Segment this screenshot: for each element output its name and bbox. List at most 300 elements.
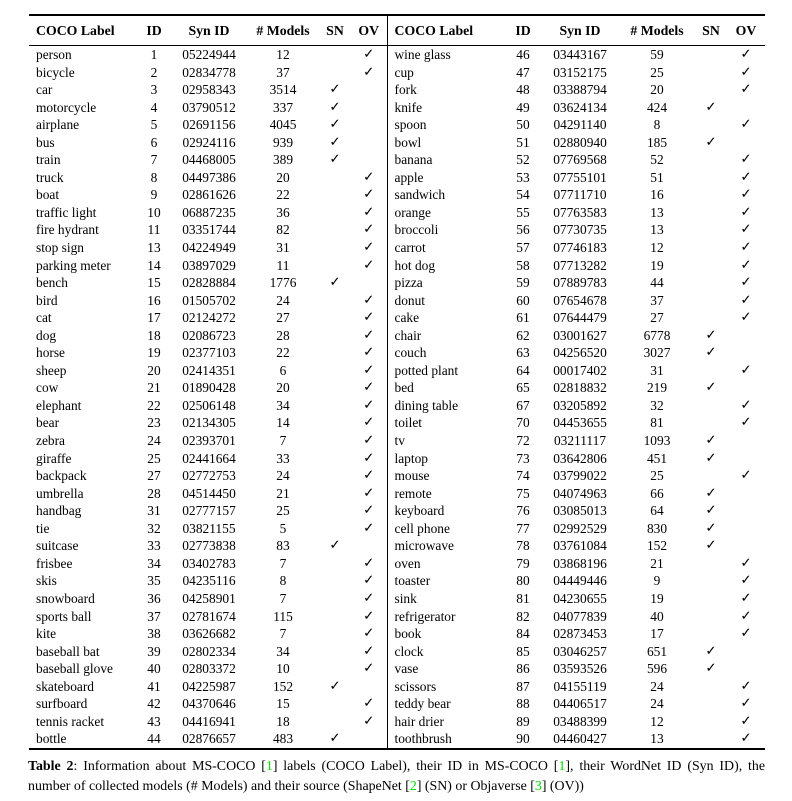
cell-label: hair drier bbox=[387, 713, 505, 731]
citation-link[interactable]: 3 bbox=[534, 779, 542, 795]
cell-syn-id: 04514450 bbox=[182, 485, 236, 501]
cell-ov-check bbox=[351, 99, 387, 117]
cell-models: 596 bbox=[646, 661, 668, 677]
cell-id: 85 bbox=[516, 643, 530, 659]
cell-label: bottle bbox=[36, 731, 67, 747]
cell-syn-id: 03626682 bbox=[182, 626, 236, 642]
cell-models: 21 bbox=[276, 485, 290, 501]
cell-sn-check bbox=[695, 678, 727, 696]
cell-id: 74 bbox=[516, 468, 530, 484]
cell-ov-check: ✓ bbox=[363, 608, 375, 624]
cell-id: 24 bbox=[147, 433, 161, 449]
cell-models: 939 bbox=[272, 134, 294, 150]
cell-ov-check: ✓ bbox=[740, 362, 752, 378]
col-header-sn: SN bbox=[695, 15, 727, 46]
cell-label: potted plant bbox=[387, 362, 505, 380]
cell-sn-check: ✓ bbox=[329, 731, 341, 747]
cell-ov-check: ✓ bbox=[740, 713, 752, 729]
cell-models: 44 bbox=[650, 275, 664, 291]
cell-models: 37 bbox=[276, 64, 290, 80]
cell-ov-check: ✓ bbox=[363, 240, 375, 256]
table-row bbox=[29, 81, 765, 99]
cell-models: 24 bbox=[276, 292, 290, 308]
cell-syn-id: 03211117 bbox=[553, 433, 607, 449]
cell-models: 83 bbox=[276, 538, 290, 554]
cell-label: toothbrush bbox=[387, 730, 505, 749]
table-row bbox=[29, 572, 765, 590]
cell-ov-check: ✓ bbox=[740, 257, 752, 273]
cell-syn-id: 01890428 bbox=[182, 380, 236, 396]
table-row bbox=[29, 204, 765, 222]
cell-syn-id: 07654678 bbox=[553, 292, 607, 308]
cell-models: 25 bbox=[650, 64, 664, 80]
cell-sn-check bbox=[695, 730, 727, 749]
cell-models: 152 bbox=[272, 678, 294, 694]
cell-id: 55 bbox=[516, 204, 530, 220]
table-row bbox=[29, 502, 765, 520]
table-body bbox=[29, 46, 765, 749]
cell-ov-check bbox=[727, 643, 765, 661]
cell-syn-id: 03402783 bbox=[182, 555, 236, 571]
cell-id: 73 bbox=[516, 450, 530, 466]
cell-ov-check bbox=[351, 537, 387, 555]
cell-id: 16 bbox=[147, 292, 161, 308]
cell-label: couch bbox=[387, 344, 505, 362]
cell-label: bus bbox=[36, 134, 55, 150]
cell-id: 59 bbox=[516, 275, 530, 291]
cell-id: 38 bbox=[147, 626, 161, 642]
cell-label: baseball glove bbox=[36, 661, 113, 677]
cell-sn-check: ✓ bbox=[705, 661, 717, 677]
cell-syn-id: 02802334 bbox=[182, 643, 236, 659]
cell-id: 37 bbox=[147, 608, 161, 624]
cell-ov-check bbox=[727, 520, 765, 538]
cell-ov-check: ✓ bbox=[363, 204, 375, 220]
cell-ov-check: ✓ bbox=[740, 204, 752, 220]
col-header-ov: OV bbox=[351, 15, 387, 46]
cell-label: handbag bbox=[36, 503, 82, 519]
cell-models: 18 bbox=[276, 713, 290, 729]
cell-models: 52 bbox=[650, 152, 664, 168]
cell-syn-id: 03085013 bbox=[553, 503, 607, 519]
cell-ov-check: ✓ bbox=[740, 590, 752, 606]
cell-models: 7 bbox=[279, 433, 287, 449]
cell-syn-id: 04225987 bbox=[182, 678, 236, 694]
cell-sn-check bbox=[319, 643, 351, 661]
cell-label: knife bbox=[387, 99, 505, 117]
cell-ov-check: ✓ bbox=[363, 187, 375, 203]
cell-label: bowl bbox=[387, 134, 505, 152]
cell-label: apple bbox=[387, 169, 505, 187]
cell-sn-check bbox=[695, 397, 727, 415]
cell-ov-check bbox=[727, 134, 765, 152]
cell-sn-check bbox=[695, 309, 727, 327]
cell-syn-id: 07644479 bbox=[553, 310, 607, 326]
cell-ov-check bbox=[351, 274, 387, 292]
cell-models: 31 bbox=[650, 362, 664, 378]
cell-id: 41 bbox=[147, 678, 161, 694]
cell-sn-check bbox=[695, 116, 727, 134]
cell-label: bicycle bbox=[36, 64, 75, 80]
table-row bbox=[29, 151, 765, 169]
cell-models: 185 bbox=[646, 134, 668, 150]
col-header-syn-id: Syn ID bbox=[171, 15, 247, 46]
cell-id: 3 bbox=[150, 82, 158, 98]
cell-id: 75 bbox=[516, 485, 530, 501]
cell-id: 84 bbox=[516, 626, 530, 642]
cell-syn-id: 04224949 bbox=[182, 240, 236, 256]
cell-syn-id: 05224944 bbox=[182, 47, 236, 62]
cell-sn-check: ✓ bbox=[329, 152, 341, 168]
cell-label: snowboard bbox=[36, 590, 95, 606]
cell-ov-check: ✓ bbox=[740, 468, 752, 484]
cell-sn-check bbox=[319, 467, 351, 485]
cell-models: 24 bbox=[276, 468, 290, 484]
cell-syn-id: 02691156 bbox=[182, 117, 236, 133]
cell-syn-id: 02414351 bbox=[182, 362, 236, 378]
cell-sn-check bbox=[319, 309, 351, 327]
cell-id: 42 bbox=[147, 696, 161, 712]
cell-syn-id: 02834778 bbox=[182, 64, 236, 80]
cell-models: 8 bbox=[653, 117, 661, 133]
cell-models: 6 bbox=[279, 362, 287, 378]
cell-ov-check: ✓ bbox=[363, 415, 375, 431]
cell-label: baseball bat bbox=[36, 643, 100, 659]
cell-label: clock bbox=[387, 643, 505, 661]
cell-label: frisbee bbox=[36, 555, 73, 571]
citation-link[interactable]: 2 bbox=[409, 779, 417, 795]
cell-sn-check bbox=[319, 432, 351, 450]
cell-syn-id: 07769568 bbox=[553, 152, 607, 168]
cell-syn-id: 03046257 bbox=[553, 643, 607, 659]
col-header-syn-id: Syn ID bbox=[541, 15, 619, 46]
cell-sn-check: ✓ bbox=[329, 99, 341, 115]
cell-sn-check bbox=[695, 186, 727, 204]
cell-models: 483 bbox=[272, 731, 294, 747]
cell-sn-check bbox=[319, 590, 351, 608]
cell-label: umbrella bbox=[36, 485, 84, 501]
cell-id: 54 bbox=[516, 187, 530, 203]
cell-sn-check: ✓ bbox=[705, 643, 717, 659]
cell-ov-check: ✓ bbox=[363, 643, 375, 659]
cell-models: 12 bbox=[650, 240, 664, 256]
cell-ov-check: ✓ bbox=[363, 222, 375, 238]
cell-id: 19 bbox=[147, 345, 161, 361]
cell-models: 5 bbox=[279, 520, 287, 536]
cell-label: hot dog bbox=[387, 257, 505, 275]
cell-id: 22 bbox=[147, 397, 161, 413]
cell-id: 4 bbox=[150, 99, 158, 115]
cell-id: 2 bbox=[150, 64, 158, 80]
cell-syn-id: 02803372 bbox=[182, 661, 236, 677]
cell-syn-id: 04077839 bbox=[553, 608, 607, 624]
cell-id: 61 bbox=[516, 310, 530, 326]
cell-syn-id: 03443167 bbox=[553, 47, 607, 62]
cell-id: 6 bbox=[150, 134, 158, 150]
cell-sn-check bbox=[319, 608, 351, 626]
cell-label: truck bbox=[36, 169, 64, 185]
cell-sn-check: ✓ bbox=[705, 450, 717, 466]
cell-id: 1 bbox=[150, 47, 158, 62]
cell-ov-check: ✓ bbox=[363, 310, 375, 326]
cell-label: car bbox=[36, 82, 53, 98]
cell-models: 34 bbox=[276, 643, 290, 659]
cell-syn-id: 02924116 bbox=[182, 134, 236, 150]
table-row bbox=[29, 274, 765, 292]
cell-id: 25 bbox=[147, 450, 161, 466]
cell-models: 1093 bbox=[643, 433, 671, 449]
table-row bbox=[29, 134, 765, 152]
cell-label: backpack bbox=[36, 468, 87, 484]
cell-id: 53 bbox=[516, 169, 530, 185]
cell-models: 51 bbox=[650, 169, 664, 185]
table-row bbox=[29, 660, 765, 678]
cell-sn-check bbox=[319, 485, 351, 503]
cell-id: 34 bbox=[147, 555, 161, 571]
cell-syn-id: 07763583 bbox=[553, 204, 607, 220]
cell-label: microwave bbox=[387, 537, 505, 555]
col-header-models: # Models bbox=[619, 15, 695, 46]
cell-id: 89 bbox=[516, 713, 530, 729]
cell-label: donut bbox=[387, 292, 505, 310]
cell-id: 8 bbox=[150, 169, 158, 185]
cell-ov-check: ✓ bbox=[363, 573, 375, 589]
cell-syn-id: 02393701 bbox=[182, 433, 236, 449]
cell-id: 82 bbox=[516, 608, 530, 624]
cell-models: 1776 bbox=[269, 275, 297, 291]
cell-models: 337 bbox=[272, 99, 294, 115]
cell-sn-check bbox=[695, 64, 727, 82]
citation-link[interactable]: 1 bbox=[265, 758, 273, 774]
cell-ov-check bbox=[727, 432, 765, 450]
cell-syn-id: 02876657 bbox=[182, 731, 236, 747]
cell-syn-id: 07730735 bbox=[553, 222, 607, 238]
cell-id: 51 bbox=[516, 134, 530, 150]
cell-ov-check: ✓ bbox=[740, 117, 752, 133]
cell-label: surfboard bbox=[36, 696, 88, 712]
cell-label: fire hydrant bbox=[36, 222, 99, 238]
cell-sn-check bbox=[695, 46, 727, 64]
cell-models: 13 bbox=[650, 731, 664, 747]
cell-models: 24 bbox=[650, 696, 664, 712]
cell-id: 64 bbox=[516, 362, 530, 378]
cell-sn-check: ✓ bbox=[705, 520, 717, 536]
cell-sn-check bbox=[695, 292, 727, 310]
cell-models: 8 bbox=[279, 573, 287, 589]
cell-syn-id: 02086723 bbox=[182, 327, 236, 343]
cell-syn-id: 04258901 bbox=[182, 590, 236, 606]
cell-id: 31 bbox=[147, 503, 161, 519]
cell-id: 63 bbox=[516, 345, 530, 361]
cell-syn-id: 07746183 bbox=[553, 240, 607, 256]
cell-ov-check bbox=[727, 502, 765, 520]
cell-label: person bbox=[36, 47, 72, 62]
cell-syn-id: 02992529 bbox=[553, 520, 607, 536]
cell-ov-check bbox=[727, 450, 765, 468]
cell-label: scissors bbox=[387, 678, 505, 696]
cell-models: 11 bbox=[276, 257, 290, 273]
cell-sn-check bbox=[319, 713, 351, 731]
cell-syn-id: 02818832 bbox=[553, 380, 607, 396]
cell-ov-check: ✓ bbox=[740, 696, 752, 712]
cell-label: sandwich bbox=[387, 186, 505, 204]
cell-sn-check: ✓ bbox=[329, 82, 341, 98]
cell-ov-check bbox=[727, 537, 765, 555]
cell-syn-id: 03488399 bbox=[553, 713, 607, 729]
cell-label: elephant bbox=[36, 397, 82, 413]
cell-models: 66 bbox=[650, 485, 664, 501]
cell-ov-check: ✓ bbox=[740, 152, 752, 168]
cell-id: 46 bbox=[516, 47, 530, 62]
cell-models: 64 bbox=[650, 503, 664, 519]
cell-sn-check bbox=[695, 169, 727, 187]
cell-syn-id: 04235116 bbox=[182, 573, 236, 589]
cell-sn-check bbox=[319, 379, 351, 397]
cell-syn-id: 03624134 bbox=[553, 99, 607, 115]
col-header-coco-label: COCO Label bbox=[387, 15, 505, 46]
cell-id: 43 bbox=[147, 713, 161, 729]
table-row bbox=[29, 520, 765, 538]
cell-id: 33 bbox=[147, 538, 161, 554]
cell-models: 451 bbox=[646, 450, 668, 466]
citation-link[interactable]: 1 bbox=[558, 758, 566, 774]
cell-id: 60 bbox=[516, 292, 530, 308]
cell-sn-check bbox=[695, 221, 727, 239]
cell-sn-check: ✓ bbox=[705, 485, 717, 501]
cell-sn-check bbox=[319, 414, 351, 432]
cell-id: 35 bbox=[147, 573, 161, 589]
cell-models: 7 bbox=[279, 626, 287, 642]
cell-models: 19 bbox=[650, 257, 664, 273]
cell-id: 50 bbox=[516, 117, 530, 133]
cell-ov-check bbox=[351, 134, 387, 152]
table-row bbox=[29, 46, 765, 64]
cell-ov-check: ✓ bbox=[363, 345, 375, 361]
cell-syn-id: 04449446 bbox=[553, 573, 607, 589]
cell-label: keyboard bbox=[387, 502, 505, 520]
cell-syn-id: 03790512 bbox=[182, 99, 236, 115]
cell-models: 20 bbox=[276, 380, 290, 396]
cell-label: pizza bbox=[387, 274, 505, 292]
cell-ov-check: ✓ bbox=[363, 485, 375, 501]
cell-ov-check: ✓ bbox=[363, 169, 375, 185]
cell-id: 18 bbox=[147, 327, 161, 343]
caption-segments: : Information about MS-COCO [1] labels (COCO Label), their ID in MS-COCO [1], their WordNet ID (Syn ID), the number of collected models (# Models) and their source (ShapeNet [2] (SN) or Objaverse [3] (OV)) bbox=[28, 758, 765, 795]
cell-id: 78 bbox=[516, 538, 530, 554]
cell-syn-id: 02777157 bbox=[182, 503, 236, 519]
cell-sn-check: ✓ bbox=[705, 380, 717, 396]
cell-models: 82 bbox=[276, 222, 290, 238]
col-header-ov: OV bbox=[727, 15, 765, 46]
cell-models: 152 bbox=[646, 538, 668, 554]
cell-label: cake bbox=[387, 309, 505, 327]
cell-ov-check bbox=[727, 660, 765, 678]
cell-sn-check bbox=[319, 660, 351, 678]
cell-sn-check: ✓ bbox=[705, 345, 717, 361]
table-caption bbox=[28, 757, 765, 798]
cell-models: 22 bbox=[276, 187, 290, 203]
cell-syn-id: 07713282 bbox=[553, 257, 607, 273]
cell-label: skateboard bbox=[36, 678, 95, 694]
table-row bbox=[29, 695, 765, 713]
cell-id: 77 bbox=[516, 520, 530, 536]
cell-label: toaster bbox=[387, 572, 505, 590]
cell-label: oven bbox=[387, 555, 505, 573]
cell-sn-check bbox=[319, 555, 351, 573]
cell-ov-check bbox=[351, 116, 387, 134]
cell-label: dining table bbox=[387, 397, 505, 415]
cell-id: 47 bbox=[516, 64, 530, 80]
cell-models: 13 bbox=[650, 222, 664, 238]
cell-label: laptop bbox=[387, 450, 505, 468]
cell-syn-id: 03642806 bbox=[553, 450, 607, 466]
cell-sn-check bbox=[695, 257, 727, 275]
cell-models: 24 bbox=[650, 678, 664, 694]
cell-syn-id: 02880940 bbox=[553, 134, 607, 150]
cell-syn-id: 03897029 bbox=[182, 257, 236, 273]
cell-syn-id: 02828884 bbox=[182, 275, 236, 291]
cell-models: 20 bbox=[276, 169, 290, 185]
cell-syn-id: 04074963 bbox=[553, 485, 607, 501]
cell-id: 65 bbox=[516, 380, 530, 396]
cell-syn-id: 04256520 bbox=[553, 345, 607, 361]
cell-sn-check bbox=[695, 572, 727, 590]
cell-syn-id: 03593526 bbox=[553, 661, 607, 677]
table-row bbox=[29, 643, 765, 661]
cell-label: cell phone bbox=[387, 520, 505, 538]
cell-label: giraffe bbox=[36, 450, 72, 466]
col-header-models: # Models bbox=[247, 15, 319, 46]
cell-syn-id: 03001627 bbox=[553, 327, 607, 343]
cell-sn-check bbox=[319, 502, 351, 520]
cell-label: stop sign bbox=[36, 240, 84, 256]
table-row bbox=[29, 608, 765, 626]
cell-id: 5 bbox=[150, 117, 158, 133]
cell-models: 15 bbox=[276, 696, 290, 712]
cell-label: horse bbox=[36, 345, 66, 361]
table-row bbox=[29, 309, 765, 327]
cell-sn-check bbox=[319, 186, 351, 204]
cell-sn-check bbox=[695, 555, 727, 573]
cell-label: tie bbox=[36, 520, 50, 536]
cell-ov-check: ✓ bbox=[363, 713, 375, 729]
cell-sn-check: ✓ bbox=[705, 503, 717, 519]
cell-label: orange bbox=[387, 204, 505, 222]
cell-models: 16 bbox=[650, 187, 664, 203]
cell-ov-check: ✓ bbox=[740, 555, 752, 571]
cell-syn-id: 04370646 bbox=[182, 696, 236, 712]
cell-id: 70 bbox=[516, 415, 530, 431]
cell-syn-id: 04291140 bbox=[553, 117, 607, 133]
cell-syn-id: 02958343 bbox=[182, 82, 236, 98]
cell-sn-check bbox=[319, 520, 351, 538]
cell-label: sink bbox=[387, 590, 505, 608]
table-row bbox=[29, 397, 765, 415]
cell-models: 19 bbox=[650, 590, 664, 606]
cell-id: 58 bbox=[516, 257, 530, 273]
cell-syn-id: 04230655 bbox=[553, 590, 607, 606]
cell-models: 32 bbox=[650, 397, 664, 413]
cell-label: bed bbox=[387, 379, 505, 397]
cell-syn-id: 02873453 bbox=[553, 626, 607, 642]
col-header-coco-label: COCO Label bbox=[29, 15, 137, 46]
cell-id: 52 bbox=[516, 152, 530, 168]
cell-ov-check: ✓ bbox=[363, 696, 375, 712]
cell-ov-check bbox=[351, 151, 387, 169]
cell-label: bear bbox=[36, 415, 60, 431]
cell-sn-check: ✓ bbox=[705, 433, 717, 449]
header-row bbox=[29, 15, 765, 46]
